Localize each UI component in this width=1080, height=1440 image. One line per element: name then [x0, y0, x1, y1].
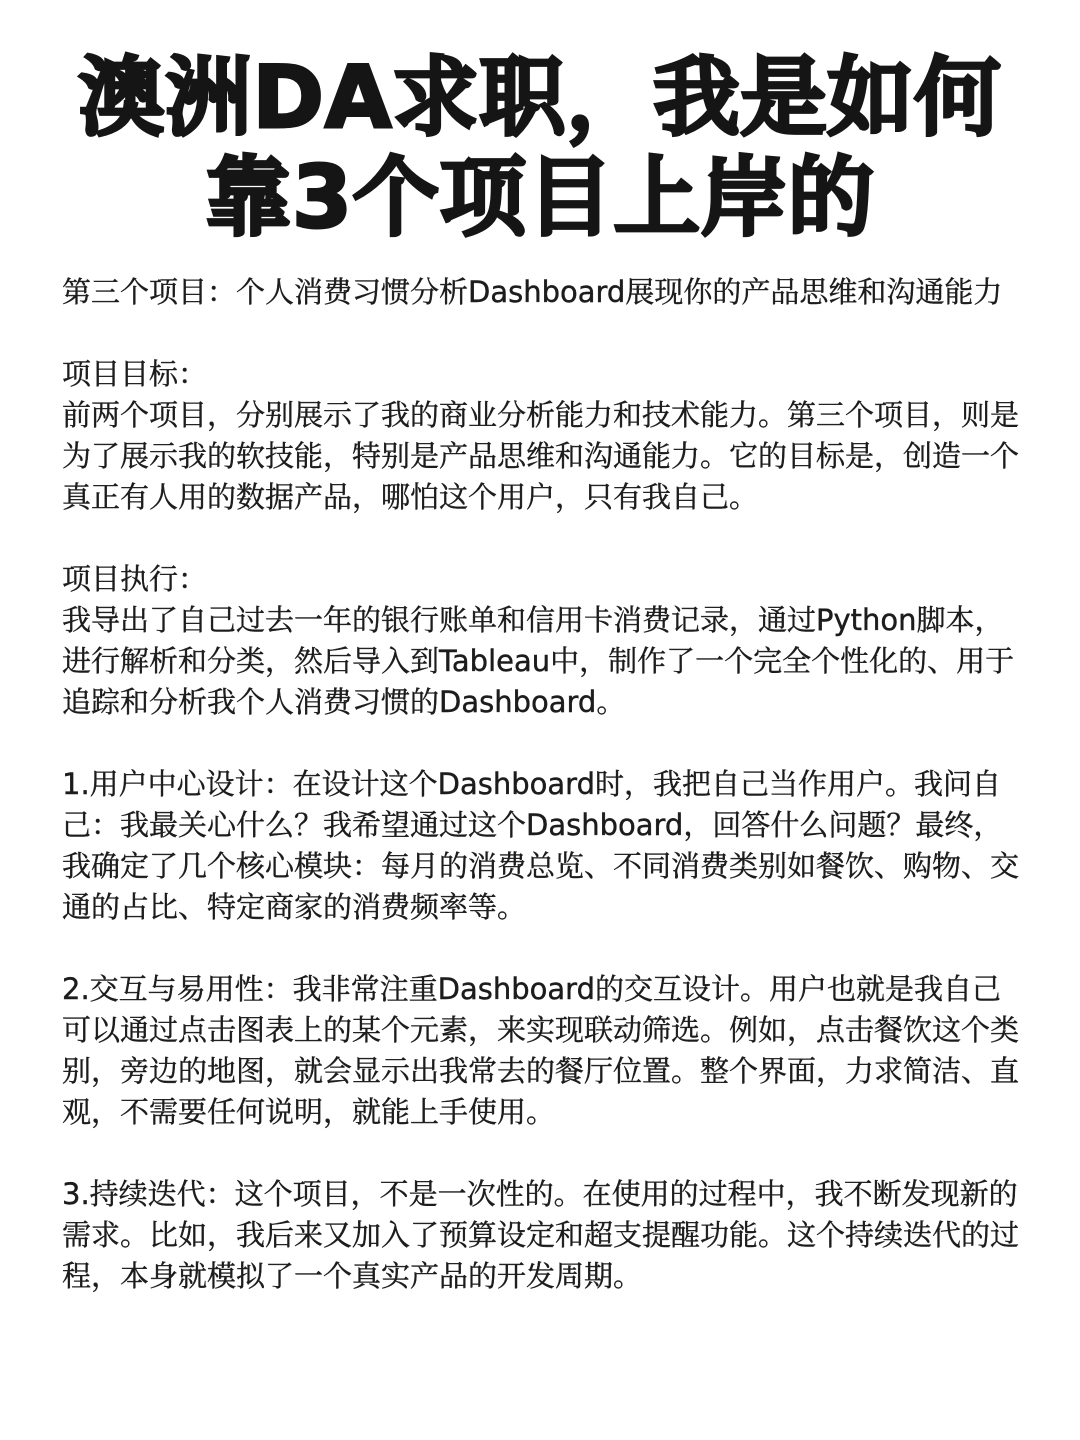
title-line-2: 靠3个项目上岸的	[205, 148, 875, 248]
post-body	[62, 272, 1022, 1297]
title-line-1: 澳洲DA求职，我是如何	[78, 48, 1002, 148]
goal-body: 前两个项目，分别展示了我的商业分析能力和技术能力。第三个项目，则是为了展示我的软技能，特别是产品思维和沟通能力。它的目标是，创造一个真正有人用的数据产品，哪怕这个用户，只有我自己。	[62, 398, 1020, 514]
spacer	[62, 928, 1022, 969]
spacer	[62, 518, 1022, 559]
post-title	[0, 48, 1080, 248]
spacer	[62, 1133, 1022, 1174]
intro-paragraph: 第三个项目：个人消费习惯分析Dashboard展现你的产品思维和沟通能力	[62, 275, 1003, 309]
point-continuous-iteration: 3.持续迭代：这个项目，不是一次性的。在使用的过程中，我不断发现新的需求。比如，我后来又加入了预算设定和超支提醒功能。这个持续迭代的过程，本身就模拟了一个真实产品的开发周期。	[62, 1177, 1020, 1293]
point-user-centered-design: 1.用户中心设计：在设计这个Dashboard时，我把自己当作用户。我问自己：我最关心什么？我希望通过这个Dashboard，回答什么问题？最终，我确定了几个核心模块：每月的消费总览、不同消费类别如餐饮、购物、交通的占比、特定商家的消费频率等。	[62, 767, 1020, 924]
spacer	[62, 313, 1022, 354]
spacer	[62, 723, 1022, 764]
goal-heading: 项目目标：	[62, 357, 208, 391]
execution-body: 我导出了自己过去一年的银行账单和信用卡消费记录，通过Python脚本，进行解析和分类，然后导入到Tableau中，制作了一个完全个性化的、用于追踪和分析我个人消费习惯的Dashboard。	[62, 603, 1015, 719]
execution-heading: 项目执行：	[62, 562, 208, 596]
point-interaction-usability: 2.交互与易用性：我非常注重Dashboard的交互设计。用户也就是我自己可以通过点击图表上的某个元素，来实现联动筛选。例如，点击餐饮这个类别，旁边的地图，就会显示出我常去的餐厅位置。整个界面，力求简洁、直观，不需要任何说明，就能上手使用。	[62, 972, 1020, 1129]
